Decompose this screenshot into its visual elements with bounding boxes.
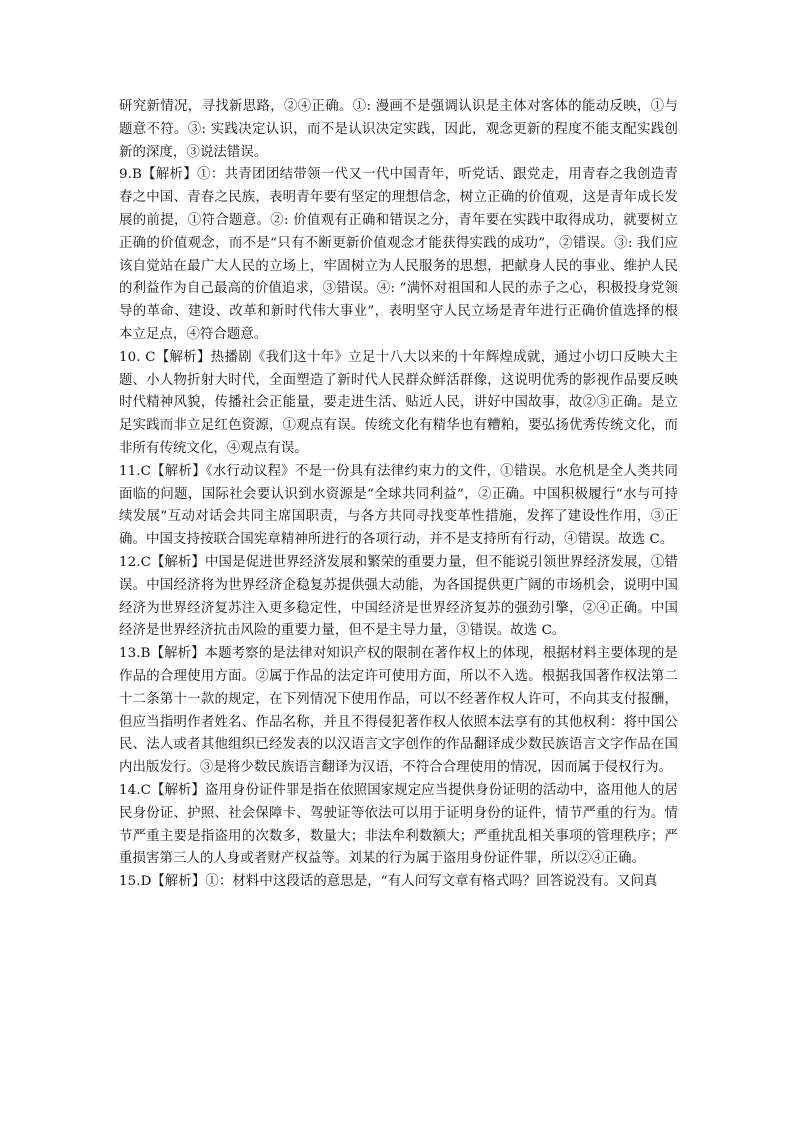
paragraph-continuation: 研究新情况，寻找新思路，②④正确。①: 漫画不是强调认识是主体对客体的能动反映，①与题意不符。③: 实践决定认识，而不是认识决定实践，因此，观念更新的程度不能支配实践创新的深度，③说法错误。 bbox=[119, 99, 678, 160]
paragraph-question-10: 10. C【解析】热播剧《我们这十年》立足十八大以来的十年辉煌成就，通过小切口反映大主题、小人物折射大时代，全面塑造了新时代人民群众鲜活群像，这说明优秀的影视作品要反映时代精神风貌，传播社会正能量，要走进生活、贴近人民，讲好中国故事，故②③正确。是立足实践而非立足红色资源，①观点有误。传统文化有精华也有糟粕，要弘扬优秀传统文化，而非所有传统文化，④观点有误。 bbox=[119, 349, 678, 456]
answer-explanations bbox=[119, 96, 678, 894]
paragraph-question-9: 9.B【解析】①：共青团团结带领一代又一代中国青年，听党话、跟党走，用青春之我创造青春之中国、青春之民族，表明青年要有坚定的理想信念，树立正确的价值观，这是青年成长发展的前提，①符合题意。②: 价值观有正确和错误之分，青年要在实践中取得成功，就要树立正确的价值观念，而不是“只有不断更新价值观念才能获得实践的成功”，②错误。③: 我们应该自觉站在最广大人民的立场上，牢固树立为人民服务的思想，把献身人民的事业、维护人民的利益作为自己最高的价值追求，③错误。④: “满怀对祖国和人民的赤子之心，积极投身党领导的革命、建设、改革和新时代伟大事业”，表明坚守人民立场是青年进行正确价值选择的根本立足点，④符合题意。 bbox=[119, 167, 678, 342]
paragraph-question-12: 12.C【解析】中国是促进世界经济发展和繁荣的重要力量，但不能说引领世界经济发展，①错误。中国经济将为世界经济企稳复苏提供强大动能，为各国提供更广阔的市场机会，说明中国经济为世界经济复苏注入更多稳定性，中国经济是世界经济复苏的强劲引擎，②④正确。中国经济是世界经济抗击风险的重要力量，但不是主导力量，③错误。故选 C。 bbox=[119, 554, 678, 639]
paragraph-question-14: 14.C【解析】盗用身份证件罪是指在依照国家规定应当提供身份证明的活动中，盗用他人的居民身份证、护照、社会保障卡、驾驶证等依法可以用于证明身份的证件，情节严重的行为。情节严重主要是指盗用的次数多，数量大；非法牟利数额大；严重扰乱相关事项的管理秩序；严重损害第三人的人身或者财产权益等。刘某的行为属于盗用身份证件罪，所以②④正确。 bbox=[119, 782, 678, 867]
paragraph-question-11: 11.C【解析】《水行动议程》不是一份具有法律约束力的文件，①错误。水危机是全人类共同面临的问题，国际社会要认识到水资源是“全球共同利益”，②正确。中国积极履行“水与可持续发展”互动对话会共同主席国职责，与各方共同寻找变革性措施，发挥了建设性作用，③正确。中国支持按联合国宪章精神所进行的各项行动，并不是支持所有行动，④错误。故选 C。 bbox=[119, 463, 678, 548]
paragraph-question-13: 13.B【解析】本题考察的是法律对知识产权的限制在著作权上的体现，根据材料主要体现的是作品的合理使用方面。②属于作品的法定许可使用方面，所以不入选。根据我国著作权法第二十二条第十一款的规定，在下列情况下使用作品，可以不经著作权人许可，不向其支付报酬，但应当指明作者姓名、作品名称，并且不得侵犯著作权人依照本法享有的其他权利：将中国公民、法人或者其他组织已经发表的以汉语言文字创作的作品翻译成少数民族语言文字作品在国内出版发行。③是将少数民族语言翻译为汉语，不符合合理使用的情况，因而属于侵权行为。 bbox=[119, 646, 678, 776]
paragraph-question-15: 15.D【解析】①：材料中这段话的意思是，“有人问写文章有格式吗？回答说没有。又问真 bbox=[119, 874, 658, 890]
